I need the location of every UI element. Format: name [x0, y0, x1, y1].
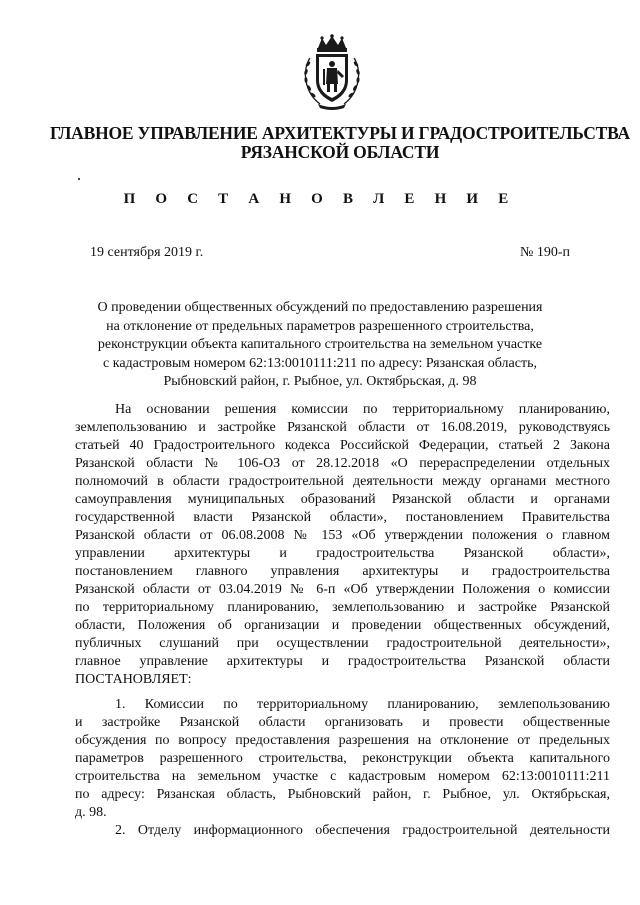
document-subject: [60, 299, 580, 392]
text-line: самоуправления муниципальных образований Рязанской области и органами: [75, 492, 610, 507]
agency-name-line-1: ГЛАВНОЕ УПРАВЛЕНИЕ АРХИТЕКТУРЫ И ГРАДОСТРОИТЕЛЬСТВА: [50, 123, 630, 143]
text-line: Рязанской области № 106-ОЗ от 28.12.2018 «О перераспределении отдельных: [75, 456, 610, 471]
text-line: 2. Отделу информационного обеспечения градостроительной деятельности: [115, 823, 610, 838]
subject-line: с кадастровым номером 62:13:0010111:211 по адресу: Рязанская область,: [103, 355, 537, 371]
text-line: обсуждения по вопросу предоставления разрешения на отклонение от предельных: [75, 733, 610, 748]
agency-name: [40, 124, 640, 162]
text-line: землепользованию и застройке Рязанской области от 16.08.2019, руководствуясь: [75, 420, 610, 435]
text-line: строительства на земельном участке с кадастровым номером 62:13:0010111:211: [75, 769, 610, 784]
subject-line: Рыбновский район, г. Рыбное, ул. Октябрьская, д. 98: [163, 374, 477, 389]
resolves-keyword: ПОСТАНОВЛЯЕТ:: [75, 672, 192, 687]
text-line: параметров разрешенного строительства, реконструкции объекта капитального: [75, 751, 610, 766]
text-line: по территориальному планированию, землепользованию и застройке Рязанской: [75, 600, 610, 615]
text-line: 1. Комиссии по территориальному планированию, землепользованию: [115, 697, 610, 712]
paragraph-item-1: [75, 696, 610, 822]
text-line: управлении архитектуры и градостроительства Рязанской области»,: [75, 546, 610, 561]
text-line: полномочий в области градостроительной деятельности между органами местного: [75, 474, 610, 489]
text-line: На основании решения комиссии по территориальному планированию,: [115, 402, 610, 417]
text-line: по адресу: Рязанская область, Рыбновский район, г. Рыбное, ул. Октябрьская,: [75, 787, 610, 802]
text-line: государственной власти Рязанской области», постановлением Правительства: [75, 510, 610, 525]
text-line: публичных слушаний при осуществлении градостроительной деятельности»,: [75, 636, 610, 651]
document-type-title: П О С Т А Н О В Л Е Н И Е: [123, 191, 517, 207]
text-line: и застройке Рязанской области организовать и провести общественные: [75, 715, 610, 730]
text-line: главное управление архитектуры и градостроительства Рязанской области: [75, 654, 610, 669]
text-line: д. 98.: [75, 805, 107, 820]
text-line: постановлением главного управления архитектуры и градостроительства: [75, 564, 610, 579]
text-line: Рязанской области от 03.04.2019 № 6-п «Об утверждении Положения о комиссии: [75, 582, 610, 597]
document-date: 19 сентября 2019 г.: [90, 245, 204, 260]
scan-speck: [78, 178, 80, 180]
subject-line: на отклонение от предельных параметров разрешенного строительства,: [106, 318, 534, 334]
agency-name-line-2: РЯЗАНСКОЙ ОБЛАСТИ: [240, 142, 440, 162]
text-line: Рязанской области от 06.08.2008 № 153 «Об утверждении положения о главном: [75, 528, 610, 543]
subject-line: О проведении общественных обсуждений по предоставлению разрешения: [97, 300, 543, 315]
subject-line: реконструкции объекта капитального строительства на земельном участке: [97, 337, 543, 352]
coat-of-arms-emblem: [300, 34, 364, 110]
text-line: статьей 40 Градостроительного кодекса Российской Федерации, статьей 2 Закона: [75, 438, 610, 453]
text-line: области, Положения об организации и проведении общественных обсуждений,: [75, 618, 610, 633]
document-number: № 190-п: [519, 245, 570, 260]
paragraph-item-2: [75, 822, 610, 840]
paragraph-basis: [75, 401, 610, 689]
